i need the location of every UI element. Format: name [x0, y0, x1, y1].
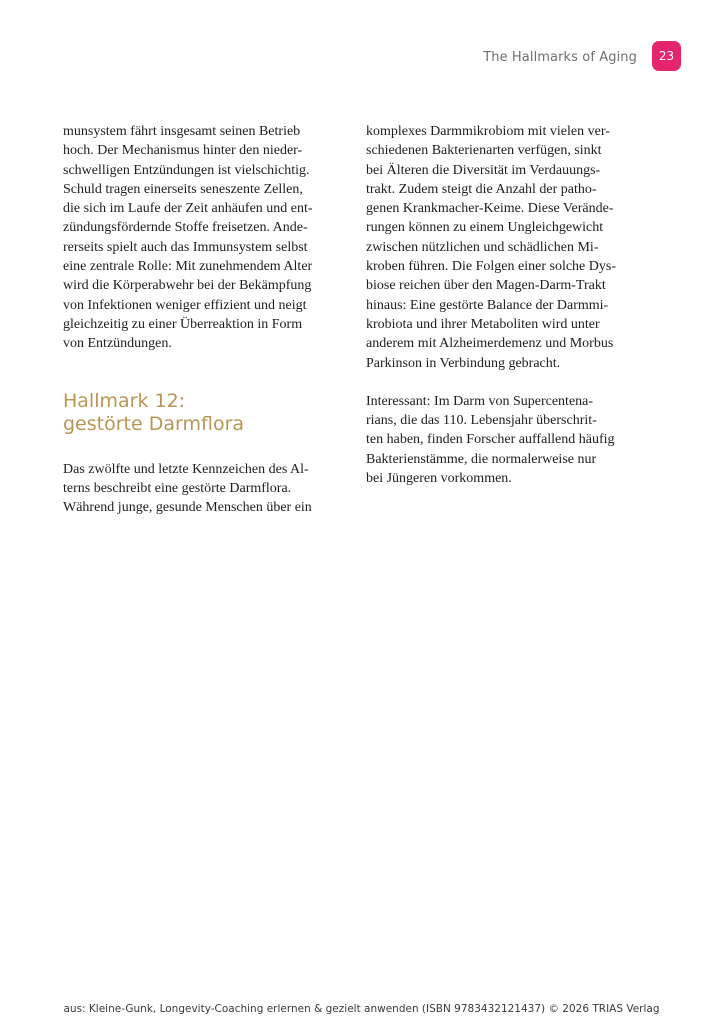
- left-column: [63, 122, 348, 517]
- section-heading-line1: Hallmark 12:: [63, 389, 186, 412]
- section-heading: [63, 390, 348, 436]
- body-paragraph: Interessant: Im Darm von Supercentena- rians, die das 110. Lebensjahr überschrit- ten haben, finden Forscher auffallend häufig Bakterienstämme, die normalerweise nur bei Jüngeren vorkommen.: [366, 393, 615, 487]
- running-head-title: The Hallmarks of Aging: [483, 50, 637, 65]
- body-paragraph: munsystem fährt insgesamt seinen Betrieb hoch. Der Mechanismus hinter den nieder- schwelligen Entzündungen ist vielschichtig. Schuld tragen einerseits seneszente Zellen, die sich im Laufe der Zeit anhäufen und ent- zündungsfördernde Stoffe freisetzen. Ande- rerseits spielt auch das Immunsystem selbst eine zentrale Rolle: Mit zunehmendem Alter wird die Körperabwehr bei der Bekämpfung von Infektionen weniger effizient und neigt gleichzeitig zu einer Überreaktion in Form von Entzündungen.: [63, 124, 313, 352]
- footer-citation: aus: Kleine-Gunk, Longevity-Coaching erlernen & gezielt anwenden (ISBN 9783432121437) © 2026 TRIAS Verlag: [63, 1003, 660, 1015]
- page-number-badge: 23: [652, 41, 681, 71]
- body-paragraph: komplexes Darmmikrobiom mit vielen ver- schiedenen Bakterienarten verfügen, sinkt bei Älteren die Diversität im Verdauungs- trakt. Zudem steigt die Anzahl der patho- genen Krankmacher-Keime. Diese Verände- rungen können zu einem Ungleichgewicht zwischen nützlichen und schädlichen Mi- kroben führen. Die Folgen einer solche Dys- biose reichen über den Magen-Darm-Trakt hinaus: Eine gestörte Balance der Darmmi- krobiota und ihrer Metaboliten wird unter anderem mit Alzheimerdemenz und Morbus Parkinson in Verbindung gebracht.: [366, 124, 616, 371]
- right-column: [366, 122, 651, 488]
- body-paragraph: Das zwölfte und letzte Kennzeichen des Al- terns beschreibt eine gestörte Darmflora. Während junge, gesunde Menschen über ein: [63, 461, 312, 516]
- section-heading-line2: gestörte Darmflora: [63, 412, 245, 435]
